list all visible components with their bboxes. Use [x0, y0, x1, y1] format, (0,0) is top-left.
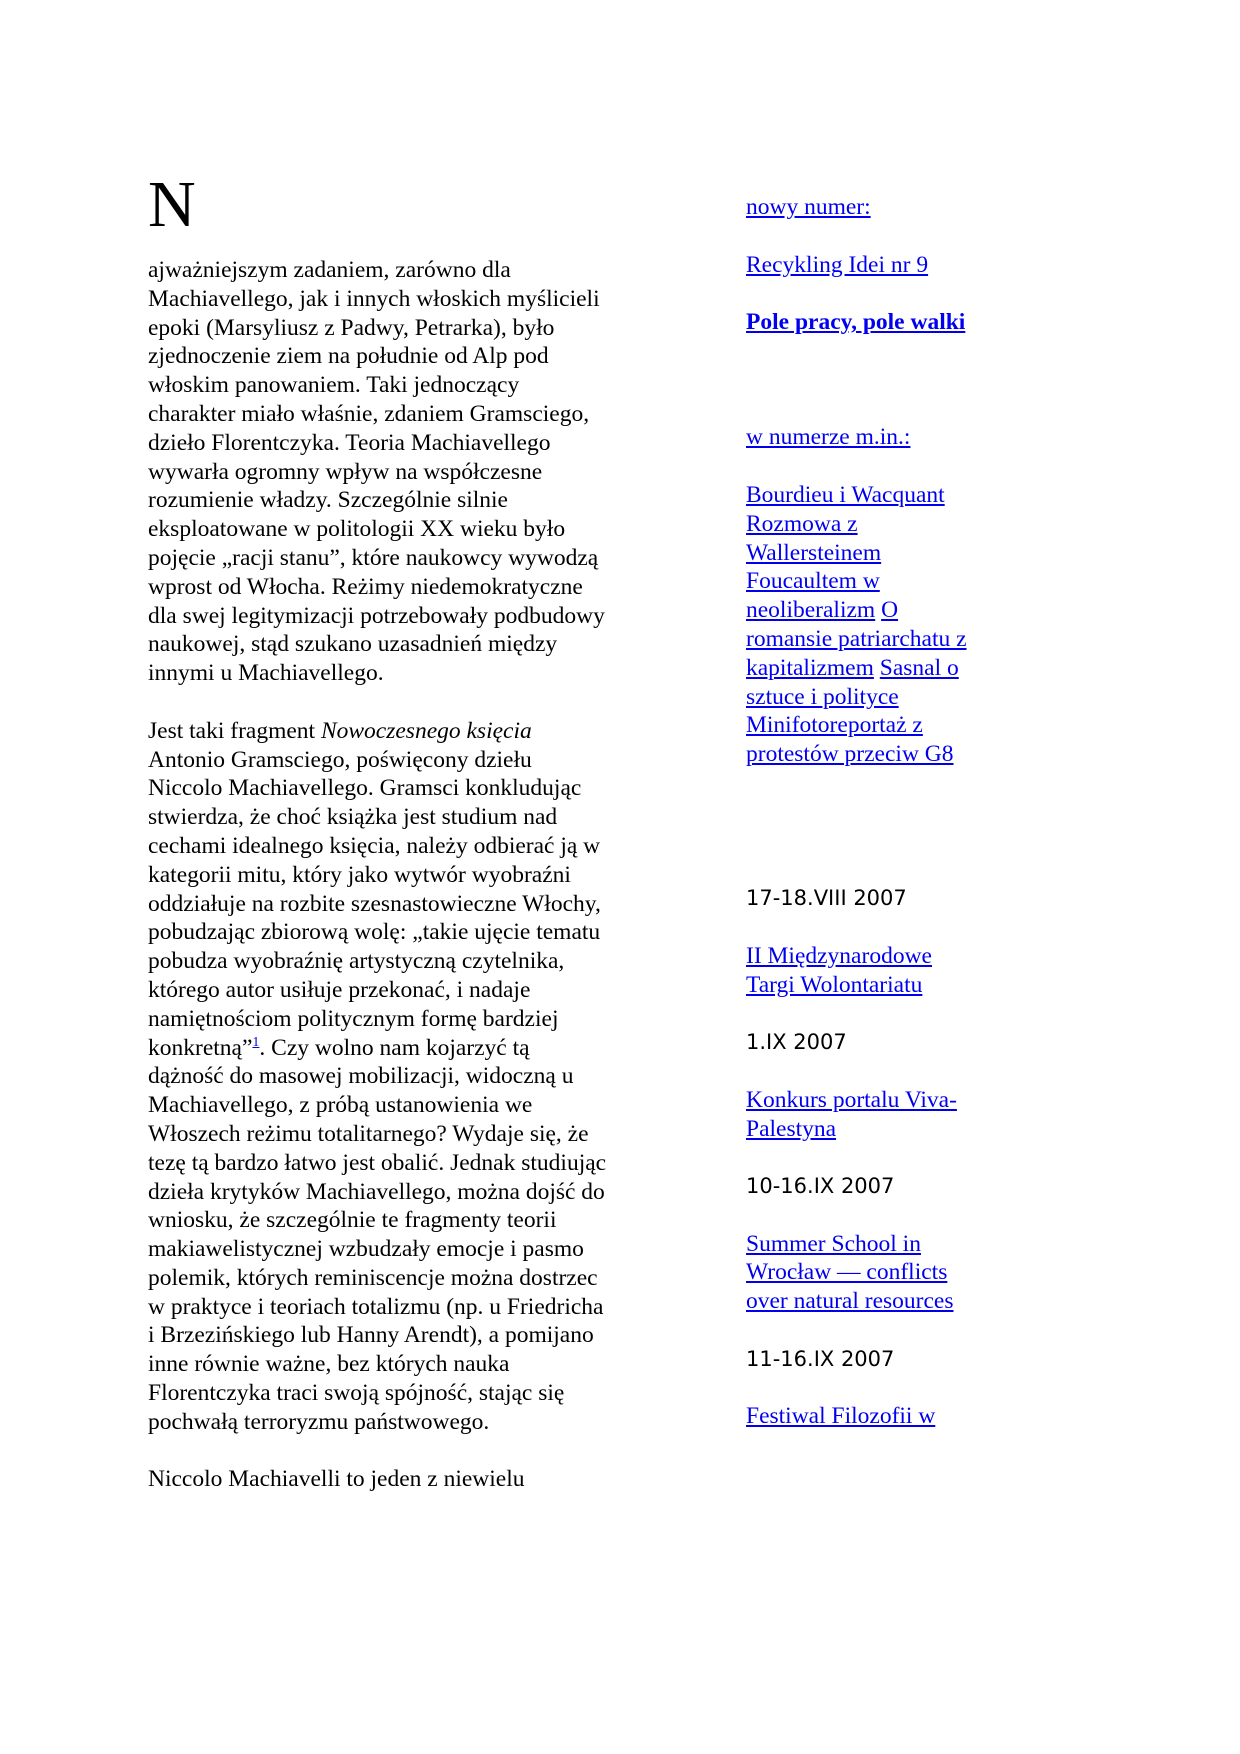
paragraph-2	[148, 717, 610, 1437]
book-title: Nowoczesnego księcia	[320, 717, 532, 744]
event-link[interactable]: II Międzynarodowe Targi Wolontariatu	[746, 942, 932, 998]
paragraph-2-end: . Czy wolno nam kojarzyć tą dążność do masowej mobilizacji, widoczną u Machiavellego, z próbą ustanowienia we Włoszech reżimu totalitarnego? Wydaje się, że tezę tą bardzo łatwo jest obalić. Jednak studiując dzieła krytyków Machiavellego, można dojść do wniosku, że szczególnie te fragmenty teorii makiawelistycznej wzbudzały emocje i pasmo polemik, których reminiscencje można dostrzec w praktyce i teoriach totalizmu (np. u Friedricha i Brzezińskiego lub Hanny Arendt), a pomijano inne równie ważne, bez których nauka Florentczyka traci swoją spójność, stając się pochwałą terroryzmu państwowego.	[148, 1034, 607, 1435]
new-issue-heading-link[interactable]: nowy numer:	[746, 194, 871, 220]
article-body	[148, 168, 610, 1523]
paragraph-3: Niccolo Machiavelli to jeden z niewielu	[148, 1466, 525, 1493]
featured-link[interactable]: Pole pracy, pole walki	[746, 309, 966, 336]
event-date: 1.IX 2007	[746, 1030, 847, 1055]
event-date: 10-16.IX 2007	[746, 1174, 895, 1199]
contents-list	[746, 481, 976, 769]
event-link[interactable]: Summer School in Wrocław — conflicts over natural resources	[746, 1230, 954, 1315]
paragraph-2-start: Jest taki fragment	[148, 717, 321, 744]
in-issue-heading-link[interactable]: w numerze m.in.:	[746, 424, 911, 451]
sidebar	[746, 193, 976, 1460]
contents-link[interactable]: Bourdieu i Wacquant	[746, 481, 945, 508]
contents-link[interactable]: O romansie patriarchatu z kapitalizmem	[746, 597, 967, 681]
drop-cap: N	[148, 168, 196, 241]
contents-link[interactable]: Rozmowa z Wallersteinem	[746, 510, 882, 566]
event-link[interactable]: Konkurs portalu Viva-Palestyna	[746, 1086, 957, 1142]
contents-link[interactable]: Minifotoreportaż z protestów przeciw G8	[746, 712, 954, 768]
event-link[interactable]: Festiwal Filozofii w	[746, 1403, 936, 1430]
paragraph-2-mid: Antonio Gramsciego, poświęcony dziełu Niccolo Machiavellego. Gramsci konkludując stwierdza, że choć książka jest studium nad cechami idealnego księcia, należy odbierać ją w kategorii mitu, który jako wytwór wyobraźni oddziałuje na rozbite szesnastowieczne Włochy, pobudzając zbiorową wolę: „takie ujęcie tematu pobudza wyobraźnię artystyczną czytelnika, którego autor usiłuje przekonać, i nadaje namiętnościom politycznym formę bardziej konkretną”	[148, 746, 601, 1061]
paragraph-1: ajważniejszym zadaniem, zarówno dla Machiavellego, jak i innych włoskich myślicieli epoki (Marsyliusz z Padwy, Petrarka), było zjednoczenie ziem na południe od Alp pod włoskim panowaniem. Taki jednoczący charakter miało właśnie, zdaniem Gramsciego, dzieło Florentczyka. Teoria Machiavellego wywarła ogromny wpływ na współczesne rozumienie władzy. Szczególnie silnie eksploatowane w politologii XX wieku było pojęcie „racji stanu”, które naukowcy wywodzą wprost od Włocha. Reżimy niedemokratyczne dla swej legitymizacji potrzebowały podbudowy naukowej, stąd szukano uzasadnień między innymi u Machiavellego.	[148, 257, 605, 687]
event-date: 11-16.IX 2007	[746, 1346, 895, 1371]
event-date: 17-18.VIII 2007	[746, 886, 907, 911]
new-issue-link[interactable]: Recykling Idei nr 9	[746, 251, 929, 278]
contents-link[interactable]: Sasnal o sztuce i polityce	[746, 654, 959, 710]
contents-link[interactable]: Foucaultem w neoliberalizm	[746, 568, 880, 624]
footnote-link[interactable]: 1	[252, 1034, 260, 1050]
